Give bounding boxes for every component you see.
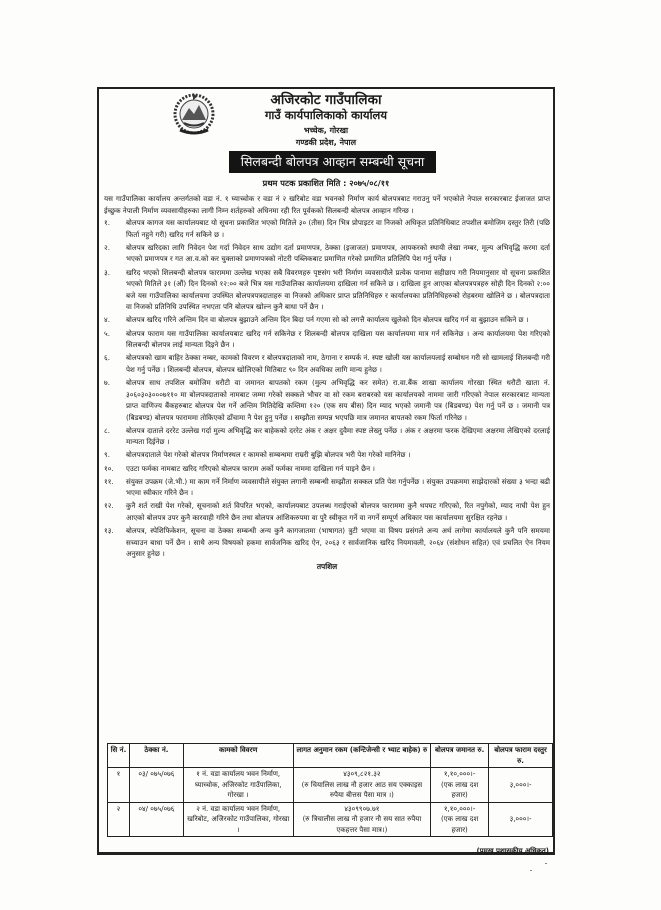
condition-item bbox=[104, 267, 550, 313]
condition-item bbox=[104, 425, 550, 448]
condition-item bbox=[104, 449, 550, 461]
condition-text: बोलपत्रदाताले पेश गरेको बोलपत्र निर्माणस्थल र कामको सम्बन्धमा राम्ररी बुझि बोलपत्र भरी पेश गरेको मानिनेछ । bbox=[126, 450, 411, 460]
condition-text: कुनै शर्त राखी पेश गरेको, सूचनाको शर्त विपरित भएको, कार्यालयबाट उपलब्ध गराईएको बोलपत्र फाराममा कुनै थपघट गरिएको, रित नपुगेको, म्याद नाघी पेश हुन आएको बोलपत्र उपर कुनै कारवाही गरिने छैन तथा बोलपत्र आंशिकरुपमा वा पुरै स्वीकृत गर्ने वा नगर्ने सम्पूर्ण अधिकार यस कार्यालयमा सुरक्षित रहनेछ । bbox=[126, 501, 550, 522]
condition-number: ९. bbox=[104, 450, 110, 460]
cell-fee: ३,०००।- bbox=[489, 768, 553, 803]
estimate-amount: ४३०९९०७.७१ bbox=[344, 804, 380, 813]
condition-text: बोलपत्र फाराम यस गाउँपालिका कार्यालयबाट खरिद गर्न सकिनेछ र शिलबन्दी बोलपत्र दाखिला यस कार्यालयमा मात्र गर्न सकिनेछ । अन्य कार्यालयमा पेश गरिएको सिलबन्दी बोलपत्र लाई मान्यता दिइने छैन । bbox=[126, 328, 550, 350]
condition-item bbox=[104, 377, 550, 423]
header-security: बोलपत्र जमानत रु. bbox=[431, 744, 489, 768]
condition-text: बोलपत्र साथ तपशिल बमोजिम धरौटी वा जमानत बापतको रकम (मुल्य अभिवृद्धि कर समेत) रा.वा.बैंक शाखा कार्यालय गोरखा स्थित धरौटी खाता नं. ३०६०३०३०००७११० मा बोलपत्रदाताको नामबाट जम्मा गरेको सक्कले भौचर वा सो रकम बराबरको यस कार्यालयको नाममा जारी गरिएको नेपाल सरकारबाट मान्यता प्राप्त वाणिज्य बैंकहरुबाट बोलपत्र पेश गर्ने अन्तिम मितिदेखि कम्तिमा १२० (एक सय बीस) दिन म्याद भएको जमानी पत्र (बिडबण्ड) पेश गर्नु पर्ने छ । जमानी पत्र (बिडबण्ड) बोलपत्र फाराममा तोकिएको ढाँचामा नै पेश हुनु पर्नेछ । सम्झौता सम्पन्न भएपछि मात्र जमानत बापतको रकम फिर्ता गरिनेछ । bbox=[126, 377, 550, 422]
condition-item bbox=[104, 242, 550, 265]
condition-item bbox=[104, 328, 550, 351]
signature-title: (प्रमुख प्रशासकीय अधिकृत) bbox=[476, 847, 549, 855]
security-amount: १,१०,०००।- bbox=[443, 804, 476, 813]
scan-speck bbox=[545, 863, 547, 864]
table-header-row bbox=[108, 744, 553, 768]
condition-number: ३. bbox=[104, 267, 110, 277]
condition-number: १२. bbox=[104, 501, 114, 511]
condition-number: ६. bbox=[104, 353, 110, 363]
address-line2: गण्डकी प्रदेश, नेपाल bbox=[295, 138, 357, 147]
condition-item bbox=[104, 500, 550, 523]
condition-item bbox=[104, 463, 550, 475]
security-words: (एक लाख दश हजार) bbox=[441, 780, 479, 799]
cell-contract-no: ०३/ ०७५/०७६ bbox=[129, 768, 183, 803]
notice-body bbox=[104, 193, 550, 573]
cell-estimate bbox=[293, 768, 431, 803]
condition-text: बोलपत्र कागज यस कार्यालयबाट यो सूचना प्रकाशित भएको मितिले ३० (तीस) दिन भित्र प्रोपाइटर वा निजको अधिकृत प्रतिनिधिबाट तपशील बमोजिम दस्तुर तिरी (पछि फिर्ता नहुने गरी) खरिद गर्न सकिने छ । bbox=[126, 218, 550, 239]
condition-number: ११. bbox=[104, 476, 114, 486]
condition-item bbox=[104, 314, 550, 326]
municipality-name: अजिरकोट गाउँपालिका bbox=[270, 92, 382, 108]
notice-title-banner: सिलबन्दी बोलपत्र आव्हान सम्बन्धी सूचना bbox=[229, 151, 436, 173]
condition-number: १३. bbox=[104, 526, 114, 536]
cell-security bbox=[431, 802, 489, 837]
condition-number: ७. bbox=[104, 377, 110, 387]
condition-text: एउटा फर्मका नामबाट खरिद गरिएको बोलपत्र फाराम अर्को फर्मका नाममा दाखिला गर्न पाइने छैन । bbox=[126, 463, 375, 473]
header-contract-no: ठेक्का नं. bbox=[129, 744, 183, 768]
cell-estimate bbox=[293, 802, 431, 837]
condition-text: बोलपत्रको खाम बाहिर ठेक्का नम्बर, कामको विवरण र बोलपत्रदाताको नाम, ठेगाना र सम्पर्क नं. स्पष्ट खोली यस कार्यालयलाई सम्बोधन गरी सो खामलाई शिलबन्दी गरी पेश गर्नु पर्नेछ । शिलबन्दी बोलपत्र, बोलपत्र खोलिएको मितिबाट ९० दिन अवधिका लागि मान्य हुनेछ । bbox=[126, 353, 550, 374]
header-fee: बोलपत्र फाराम दस्तुर रु. bbox=[489, 744, 553, 768]
office-name: गाउँ कार्यपालिकाको कार्यालय bbox=[264, 108, 388, 122]
condition-text: संयुक्त उपक्रम (जे.भी.) मा काम गर्ने निर्माण व्यवसायीले संयुक्त लगानी सम्बन्धी सम्झौता सक्कल प्रति पेश गर्नुपर्नेछ । संयुक्त उपक्रममा साझेदारको संख्या ३ भन्दा बढी भएमा स्वीकार गरिने छैन । bbox=[126, 476, 550, 498]
table-row bbox=[108, 802, 553, 837]
cell-description: २ नं. वडा कार्यालय भवन निर्माण, खरिबोट, अजिरकोट गाउँपालिका, गोरखा । bbox=[183, 802, 293, 837]
condition-item bbox=[104, 217, 550, 240]
cell-sn: १ bbox=[108, 768, 130, 803]
condition-text: बोलपत्र दाताले दररेट उल्लेख गर्दा मुल्य अभिवृद्धि कर बाहेकको दररेट अंक र अक्षर दुवैमा स्पष्ट लेख्नु पर्नेछ । अंक र अक्षरमा फरक देखिएमा अक्षरमा लेखिएको दरलाई मान्यता दिईनेछ । bbox=[126, 425, 550, 447]
scan-speck bbox=[530, 870, 532, 871]
condition-number: ८. bbox=[104, 425, 110, 435]
condition-number: ४. bbox=[104, 315, 110, 325]
condition-text: बोलपत्र, स्पेशिफिकेशन, सूचना वा ठेक्का सम्बन्धी अन्य कुनै कागजातमा (भाषागत) त्रुटी भएमा वा विषय प्रसंगले अन्य अर्थ लागेमा कार्यालयले कुनै पनि समयमा सच्याउन बाधा पर्ने छैन । साथै अन्य विषयको हकमा सार्वजनिक खरिद ऐन, २०६३ र सार्वजानिक खरिद नियमावली, २०६४ (संशोधन सहित) एवं प्रचलित ऐन नियम अनुसार हुनेछ । bbox=[126, 526, 550, 559]
condition-number: १०. bbox=[104, 463, 114, 473]
cell-description: १ नं. वडा कार्यालय भवन निर्माण, घ्याच्चोक, अजिरकोट गाउँपालिका, गोरखा । bbox=[183, 768, 293, 803]
table-row bbox=[108, 768, 553, 803]
estimate-amount: ४३०९,८२१.३२ bbox=[343, 770, 381, 778]
published-date: प्रथम पटक प्रकाशित मिति : २०७५/०८/११ bbox=[262, 178, 390, 188]
header-description: कामको विवरण bbox=[183, 744, 293, 768]
condition-item bbox=[104, 352, 550, 375]
schedule-title: तपशिल bbox=[316, 562, 338, 572]
header-estimate: लागत अनुमान रकम (कन्टिजेन्सी र भ्याट बाहेक) रु bbox=[293, 744, 431, 768]
condition-text: बोलपत्र खरिदका लागि निवेदन पेश गर्दा निवेदन साथ उद्योग दर्ता प्रमाणपत्र, ठेक्का (इजाजत) प्रमाणपत्र, आयकरको स्थायी लेखा नम्बर, मूल्य अभिवृद्धि करमा दर्ता भएको प्रमाणपत्र र गत आ.व.को कर चुक्ताको प्रमाणपत्रको नोटरी पब्लिकबाट प्रमाणित गरेको प्रमाणित प्रतिलिपि पेश गर्नु पर्नेछ । bbox=[126, 242, 550, 264]
condition-text: खरिद भएको शिलबन्दी बोलपत्र फाराममा उल्लेख भएका सबै विवरणहरु पृष्टसंग भरी निर्माण व्यवसायीले प्रत्येक पानामा सहीछाप गरी नियमानुसार यो सूचना प्रकाशित भएको मितिले ३१ (औं) दिन दिनको १२:०० बजे भित्र यस गाउँपालिका कार्यालयमा दाखिला गर्न सकिने छ । दाखिला हुन आएका बोलपत्रपत्रहरु सोही दिन दिनको २:०० बजे यस गाउँपालिका कार्यालयमा उपस्थित बोलपत्रपत्रदाताहरु वा निजको अधिकार प्राप्त प्रतिनिधिहरु र कार्यालयका प्रतिनिधिहरुको रोहबरमा खोलिने छ । बोलपत्रदाता वा निजको प्रतिनिधि उपस्थित नभएता पनि बोलपत्र खोल्न कुनै बाधा पर्ने छैन । bbox=[126, 267, 550, 312]
security-amount: १,१०,०००।- bbox=[443, 770, 476, 778]
conditions-list bbox=[104, 217, 550, 560]
security-words: (एक लाख दश हजार) bbox=[441, 815, 479, 834]
address-line1: भच्चेक, गोरखा bbox=[303, 126, 349, 135]
cell-security bbox=[431, 768, 489, 803]
schedule-table bbox=[107, 743, 553, 837]
condition-number: ५. bbox=[104, 328, 110, 338]
condition-number: १. bbox=[104, 218, 110, 228]
estimate-words: (रु त्रिचालीस लाख नौ हजार नौ सय सात रुपैया एकहत्तर पैसा मात्र।) bbox=[302, 815, 422, 834]
condition-item bbox=[104, 525, 550, 560]
header-sn: सि नं. bbox=[108, 744, 130, 768]
condition-number: २. bbox=[104, 242, 110, 252]
condition-item bbox=[104, 476, 550, 499]
estimate-words: (रु चियालिस लाख नौ हजार आठ सय एक्काइस रुपैया बीत्तस पैसा मात्र ।) bbox=[301, 780, 423, 799]
cell-contract-no: ०४/ ०७५/०७६ bbox=[129, 802, 183, 837]
cell-fee: ३,०००।- bbox=[489, 802, 553, 837]
condition-text: बोलपत्र खरिद गरिने अन्तिम दिन वा बोलपत्र बुझाउने अन्तिम दिन बिदा पर्न गएमा सो को लगत्तै कार्यालय खुलेको दिन बोलपत्र खरिद गर्न वा बुझाउन सकिने छ । bbox=[126, 315, 529, 325]
intro-paragraph: यस गाउँपालिका कार्यालय अन्तर्गतको वडा नं. १ घ्याच्चोक र वडा नं २ खरिबोट वडा भवनको निर्माण कार्य बोलपत्रबाट गराउनु पर्ने भएकोले नेपाल सरकारबाट ईजाजत प्राप्त ईच्छुक नेपाली निर्माण व्यवसायीहरुका लागी निम्न शर्तहरुको अधिनमा रही रित पूर्वकको सिलबन्दी बोलपत्र आव्हान गरिन्छ । bbox=[104, 194, 550, 215]
cell-sn: २ bbox=[108, 802, 130, 837]
